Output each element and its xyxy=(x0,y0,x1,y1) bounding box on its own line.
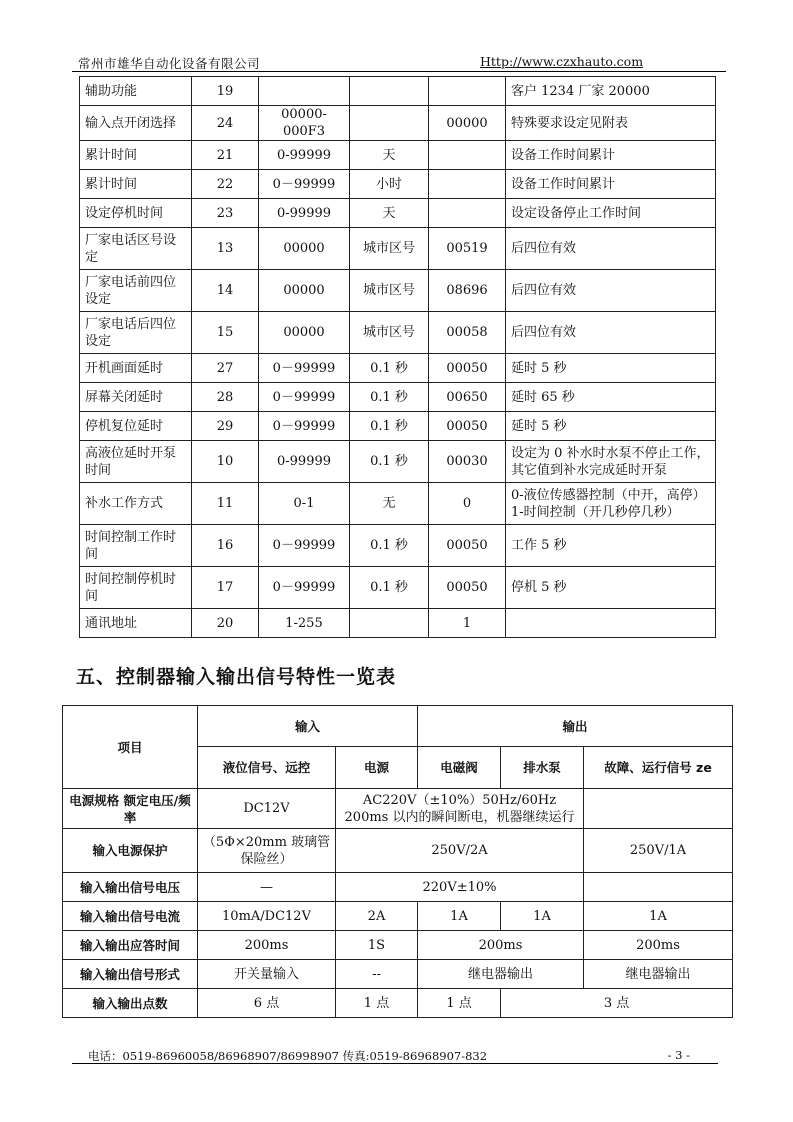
cell xyxy=(584,873,733,902)
param-cell: 天 xyxy=(350,141,429,170)
param-cell xyxy=(506,609,716,638)
param-cell: 开机画面延时 xyxy=(80,354,192,383)
param-cell: 0-99999 xyxy=(259,199,350,228)
section-title: 五、控制器输入输出信号特性一览表 xyxy=(76,666,397,688)
cell: 1A xyxy=(418,902,501,931)
company-url[interactable]: Http://www.czxhauto.com xyxy=(480,54,644,69)
param-cell: 0－99999 xyxy=(259,383,350,412)
param-cell: 停机复位延时 xyxy=(80,412,192,441)
param-cell: 0－99999 xyxy=(259,170,350,199)
param-cell: 设备工作时间累计 xyxy=(506,141,716,170)
param-cell: 0－99999 xyxy=(259,567,350,609)
param-cell: 0-99999 xyxy=(259,141,350,170)
param-row xyxy=(80,270,716,312)
param-row xyxy=(80,525,716,567)
cell: 3 点 xyxy=(501,989,733,1018)
cell: AC220V（±10%）50Hz/60Hz 200ms 以内的瞬间断电，机器继续运行 xyxy=(336,789,584,829)
param-cell xyxy=(429,199,506,228)
param-cell: 累计时间 xyxy=(80,170,192,199)
param-cell: 城市区号 xyxy=(350,228,429,270)
cell: 2A xyxy=(336,902,418,931)
param-cell: 辅助功能 xyxy=(80,77,192,106)
param-cell: 时间控制工作时间 xyxy=(80,525,192,567)
cell: （5Φ×20mm 玻璃管保险丝） xyxy=(198,829,336,873)
param-row xyxy=(80,77,716,106)
param-cell: 00050 xyxy=(429,525,506,567)
sub-header: 排水泵 xyxy=(501,747,584,789)
sub-header: 液位信号、远控 xyxy=(198,747,336,789)
company-name: 常州市雄华自动化设备有限公司 xyxy=(78,56,261,71)
sub-header: 故障、运行信号 ze xyxy=(584,747,733,789)
row-label: 输入输出信号形式 xyxy=(63,960,198,989)
io-characteristics-table xyxy=(62,705,733,1018)
parameter-table xyxy=(79,76,716,638)
param-cell: 28 xyxy=(192,383,259,412)
output-header: 输出 xyxy=(418,706,733,747)
cell: 继电器输出 xyxy=(418,960,584,989)
param-cell: 00000 xyxy=(259,228,350,270)
param-cell: 延时 65 秒 xyxy=(506,383,716,412)
param-cell: 10 xyxy=(192,441,259,483)
param-row xyxy=(80,354,716,383)
param-cell: 00000-000F3 xyxy=(259,106,350,141)
param-cell: 后四位有效 xyxy=(506,270,716,312)
param-cell: 0－99999 xyxy=(259,525,350,567)
cell: DC12V xyxy=(198,789,336,829)
param-cell: 屏幕关闭延时 xyxy=(80,383,192,412)
param-cell: 特殊要求设定见附表 xyxy=(506,106,716,141)
param-cell: 00519 xyxy=(429,228,506,270)
cell: 250V/1A xyxy=(584,829,733,873)
param-cell: 0.1 秒 xyxy=(350,354,429,383)
sub-header: 电源 xyxy=(336,747,418,789)
row-label: 输入输出信号电压 xyxy=(63,873,198,902)
param-cell: 00050 xyxy=(429,567,506,609)
param-cell: 0.1 秒 xyxy=(350,567,429,609)
item-header: 项目 xyxy=(63,706,198,789)
param-cell: 后四位有效 xyxy=(506,312,716,354)
cell: 继电器输出 xyxy=(584,960,733,989)
contact-info: 电话：0519-86960058/86968907/86998907 传真:0519-86968907-832 xyxy=(88,1049,488,1063)
param-cell: 08696 xyxy=(429,270,506,312)
cell: 200ms xyxy=(418,931,584,960)
param-row xyxy=(80,412,716,441)
param-row xyxy=(80,312,716,354)
param-row xyxy=(80,228,716,270)
cell: 1 点 xyxy=(418,989,501,1018)
param-cell: 00000 xyxy=(259,312,350,354)
param-cell xyxy=(259,77,350,106)
cell: — xyxy=(198,873,336,902)
param-cell: 城市区号 xyxy=(350,270,429,312)
param-cell: 29 xyxy=(192,412,259,441)
cell: 1A xyxy=(584,902,733,931)
param-cell: 工作 5 秒 xyxy=(506,525,716,567)
param-cell: 21 xyxy=(192,141,259,170)
param-cell: 厂家电话区号设定 xyxy=(80,228,192,270)
param-cell: 无 xyxy=(350,483,429,525)
param-cell: 厂家电话后四位设定 xyxy=(80,312,192,354)
param-cell: 时间控制停机时间 xyxy=(80,567,192,609)
param-cell: 27 xyxy=(192,354,259,383)
param-cell: 24 xyxy=(192,106,259,141)
cell xyxy=(584,789,733,829)
param-cell: 00650 xyxy=(429,383,506,412)
param-cell: 13 xyxy=(192,228,259,270)
param-cell: 16 xyxy=(192,525,259,567)
param-cell: 00000 xyxy=(429,106,506,141)
cell: 200ms xyxy=(584,931,733,960)
param-cell: 高液位延时开泵时间 xyxy=(80,441,192,483)
param-cell: 00000 xyxy=(259,270,350,312)
param-cell: 0.1 秒 xyxy=(350,525,429,567)
param-cell: 0.1 秒 xyxy=(350,383,429,412)
param-cell: 设定为 0 补水时水泵不停止工作，其它值到补水完成延时开泵 xyxy=(506,441,716,483)
param-cell: 00050 xyxy=(429,412,506,441)
param-row xyxy=(80,483,716,525)
param-cell: 客户 1234 厂家 20000 xyxy=(506,77,716,106)
param-cell: 0-液位传感器控制（中开，高停）1-时间控制（开几秒停几秒） xyxy=(506,483,716,525)
param-row xyxy=(80,199,716,228)
param-cell xyxy=(429,77,506,106)
row-label: 输入输出应答时间 xyxy=(63,931,198,960)
cell: 10mA/DC12V xyxy=(198,902,336,931)
param-cell: 14 xyxy=(192,270,259,312)
param-cell: 延时 5 秒 xyxy=(506,354,716,383)
cell: 250V/2A xyxy=(336,829,584,873)
param-cell: 延时 5 秒 xyxy=(506,412,716,441)
param-cell: 小时 xyxy=(350,170,429,199)
param-cell xyxy=(429,170,506,199)
param-cell: 输入点开闭选择 xyxy=(80,106,192,141)
param-cell: 19 xyxy=(192,77,259,106)
param-row xyxy=(80,383,716,412)
param-cell: 城市区号 xyxy=(350,312,429,354)
param-cell: 23 xyxy=(192,199,259,228)
input-header: 输入 xyxy=(198,706,418,747)
param-row xyxy=(80,441,716,483)
page-header xyxy=(72,54,726,72)
row-label: 输入输出信号电流 xyxy=(63,902,198,931)
row-label: 输入输出点数 xyxy=(63,989,198,1018)
param-cell: 1-255 xyxy=(259,609,350,638)
param-cell: 00030 xyxy=(429,441,506,483)
cell: 200ms xyxy=(198,931,336,960)
param-cell: 1 xyxy=(429,609,506,638)
param-cell: 0 xyxy=(429,483,506,525)
param-row xyxy=(80,170,716,199)
param-cell: 天 xyxy=(350,199,429,228)
param-cell: 设备工作时间累计 xyxy=(506,170,716,199)
param-row xyxy=(80,609,716,638)
param-cell: 11 xyxy=(192,483,259,525)
row-label: 电源规格 额定电压/频率 xyxy=(63,789,198,829)
param-cell: 补水工作方式 xyxy=(80,483,192,525)
cell: 6 点 xyxy=(198,989,336,1018)
param-cell: 17 xyxy=(192,567,259,609)
row-label: 输入电源保护 xyxy=(63,829,198,873)
param-cell xyxy=(350,609,429,638)
param-cell: 0.1 秒 xyxy=(350,441,429,483)
page-number: - 3 - xyxy=(667,1048,690,1062)
param-cell: 后四位有效 xyxy=(506,228,716,270)
param-cell xyxy=(350,77,429,106)
param-cell: 0-99999 xyxy=(259,441,350,483)
cell: 1S xyxy=(336,931,418,960)
param-row xyxy=(80,567,716,609)
param-cell xyxy=(350,106,429,141)
param-cell: 停机 5 秒 xyxy=(506,567,716,609)
param-row xyxy=(80,141,716,170)
sub-header: 电磁阀 xyxy=(418,747,501,789)
param-row xyxy=(80,106,716,141)
param-cell: 厂家电话前四位设定 xyxy=(80,270,192,312)
param-cell: 0－99999 xyxy=(259,412,350,441)
page-footer xyxy=(72,1046,718,1064)
param-cell: 15 xyxy=(192,312,259,354)
param-cell: 22 xyxy=(192,170,259,199)
param-cell: 累计时间 xyxy=(80,141,192,170)
param-cell: 20 xyxy=(192,609,259,638)
param-cell: 0.1 秒 xyxy=(350,412,429,441)
cell: 1A xyxy=(501,902,584,931)
cell: 1 点 xyxy=(336,989,418,1018)
param-cell: 00058 xyxy=(429,312,506,354)
param-cell: 0-1 xyxy=(259,483,350,525)
cell: 220V±10% xyxy=(336,873,584,902)
param-cell: 00050 xyxy=(429,354,506,383)
cell: -- xyxy=(336,960,418,989)
param-cell xyxy=(429,141,506,170)
cell: 开关量输入 xyxy=(198,960,336,989)
param-cell: 通讯地址 xyxy=(80,609,192,638)
param-cell: 0－99999 xyxy=(259,354,350,383)
param-cell: 设定停机时间 xyxy=(80,199,192,228)
param-cell: 设定设备停止工作时间 xyxy=(506,199,716,228)
